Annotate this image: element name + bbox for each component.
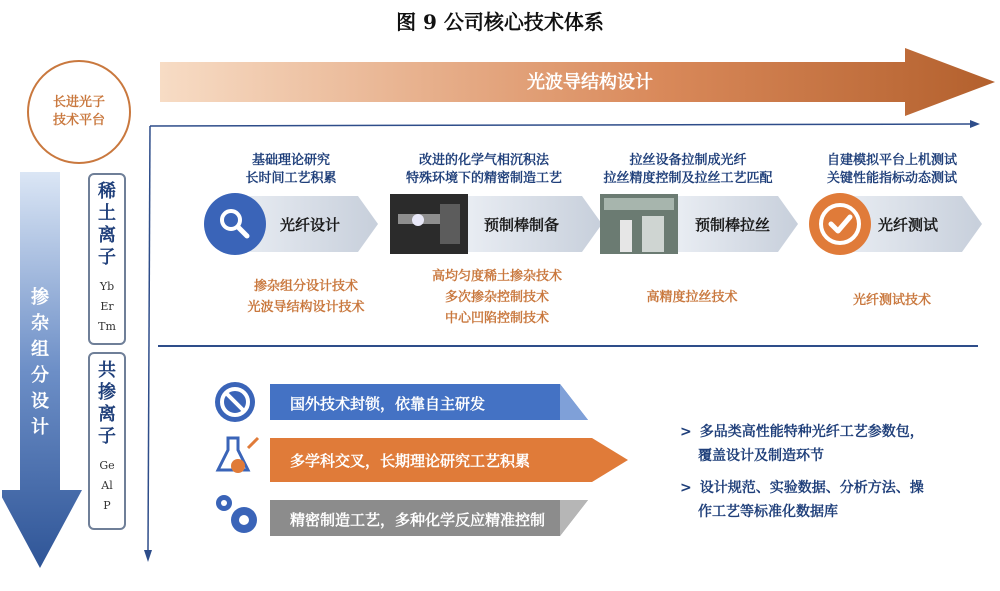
chevron-right-icon: >: [680, 424, 692, 440]
co-doped-ion-box: 共 掺 离 子 Ge Al P: [88, 352, 126, 530]
stage-4-top: 自建模拟平台上机测试 关键性能指标动态测试: [826, 153, 957, 186]
stage-1-top: 基础理论研究 长时间工艺积累: [245, 153, 337, 186]
chevron-right-icon: >: [680, 480, 692, 496]
platform-line-1: 长进光子: [52, 95, 105, 110]
ion-element: Al: [101, 479, 113, 492]
search-icon: [204, 193, 266, 255]
ion-element: P: [103, 499, 111, 512]
stage-2-top: 改进的化学气相沉积法 特殊环境下的精密制造工艺: [405, 153, 562, 186]
platform-line-2: 技术平台: [52, 113, 105, 128]
band-3-text: 精密制造工艺，多种化学反应精准控制: [290, 511, 546, 529]
stage-2-bottom: 高均匀度稀土掺杂技术 多次掺杂控制技术 中心凹陷控制技术: [431, 269, 562, 326]
section-divider: [158, 345, 978, 347]
outcome-item: > 多品类高性能特种光纤工艺参数包， 覆盖设计及制造环节: [680, 424, 924, 464]
stage-1-label: 光纤设计: [280, 216, 341, 234]
band-2-text: 多学科交叉，长期理论研究工艺积累: [290, 452, 531, 470]
ion-element: Tm: [98, 320, 116, 333]
gears-icon: [216, 495, 257, 533]
stage-4-label: 光纤测试: [878, 216, 939, 234]
check-icon: [809, 193, 871, 255]
page-title: 图 9 公司核心技术体系: [396, 10, 604, 34]
stage-3-label: 预制棒拉丝: [695, 216, 771, 234]
ion-element: Ge: [99, 459, 115, 472]
outcome-list: [680, 420, 980, 524]
stage-3-top: 拉丝设备拉制成光纤 拉丝精度控制及拉丝工艺匹配: [603, 153, 773, 186]
top-arrow: [160, 48, 995, 118]
platform-circle: [27, 60, 131, 164]
rare-earth-ion-box: 稀 土 离 子 Yb Er Tm: [88, 173, 126, 345]
ion-element: Er: [100, 300, 114, 313]
stage-2-label: 预制棒制备: [484, 216, 560, 234]
stage-1-bottom: 掺杂组分设计技术 光波导结构设计技术: [247, 279, 365, 315]
band-1-text: 国外技术封锁，依靠自主研发: [290, 395, 486, 413]
outcome-item: > 设计规范、实验数据、分析方法、操 作工艺等标准化数据库: [680, 480, 924, 520]
left-arrow-label: 掺 杂 组 分 设 计: [31, 287, 49, 438]
ion-element: Yb: [99, 280, 115, 293]
stage-4-bottom: 光纤测试技术: [852, 293, 931, 308]
top-arrow-label: 光波导结构设计: [527, 72, 653, 93]
ban-icon: [215, 382, 255, 422]
stage-3-bottom: 高精度拉丝技术: [646, 290, 738, 305]
flask-icon: [218, 438, 258, 473]
